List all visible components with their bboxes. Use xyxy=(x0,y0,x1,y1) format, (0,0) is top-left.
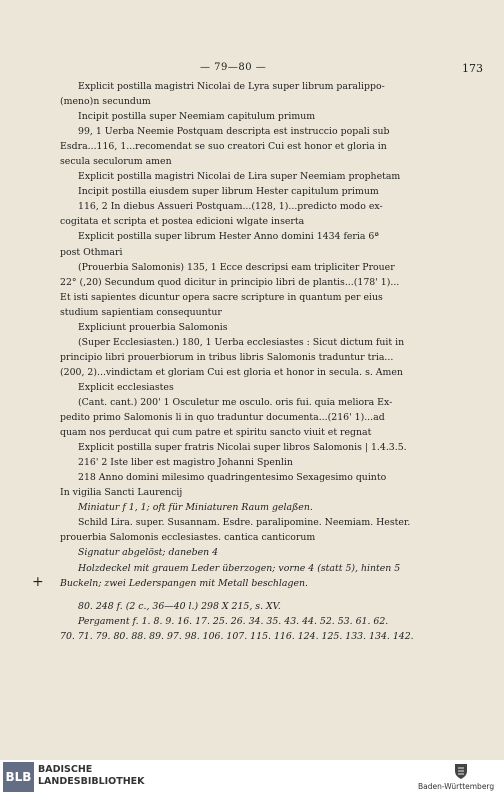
text-line: (Super Ecclesiasten.) 180, 1 Uerba ecclesiastes : Sicut dictum fuit in xyxy=(78,336,405,348)
text-line: In vigilia Sancti Laurencij xyxy=(60,487,183,499)
text-line: Explicit postilla super fratris Nicolai super libros Salomonis | 1.4.3.5. xyxy=(78,442,407,454)
library-logo: BLB xyxy=(3,762,34,792)
library-name-line1: BADISCHE xyxy=(38,764,93,775)
text-line: Incipit postilla eiusdem super librum Hester capitulum primum xyxy=(78,186,379,198)
text-line: Explicit postilla magistri Nicolai de Lira super Neemiam prophetam xyxy=(78,171,401,183)
text-line: Incipit postilla super Neemiam capitulum primum xyxy=(78,111,316,123)
text-line: quam nos perducat qui cum patre et spiritu sancto viuit et regnat xyxy=(60,427,372,439)
crest-icon xyxy=(452,762,470,780)
library-name xyxy=(38,764,145,788)
text-line: Expliciunt prouerbia Salomonis xyxy=(78,321,228,333)
text-line: Buckeln; zwei Lederspangen mit Metall beschlagen. xyxy=(60,577,308,589)
text-line: Explicit ecclesiastes xyxy=(78,381,174,393)
text-line: Holzdeckel mit grauem Leder überzogen; vorne 4 (statt 5), hinten 5 xyxy=(78,562,401,574)
page-range: — 79—80 — xyxy=(200,62,267,73)
text-line: post Othmari xyxy=(60,246,123,258)
text-line: 218 Anno domini milesimo quadringentesimo Sexagesimo quinto xyxy=(78,472,387,484)
entry-heading: 80. 248 f. (2 c., 36—40 l.) 298 X 215, s. XV. xyxy=(78,600,281,612)
text-line: 99, 1 Uerba Neemie Postquam descripta est instruccio popali sub xyxy=(78,126,390,138)
text-line: Schild Lira. super. Susannam. Esdre. paralipomine. Neemiam. Hester. xyxy=(78,517,411,529)
library-name-line2: LANDESBIBLIOTHEK xyxy=(38,776,145,787)
text-line: secula seculorum amen xyxy=(60,156,172,168)
text-line: Et isti sapientes dicuntur opera sacre scripture in quantum per eius xyxy=(60,291,383,303)
text-line: cogitata et scripta et postea edicioni wlgate inserta xyxy=(60,216,305,228)
text-line: (Prouerbia Salomonis) 135, 1 Ecce descripsi eam tripliciter Prouer xyxy=(78,261,395,273)
entry-marker: + xyxy=(32,574,44,590)
text-line: (Cant. cant.) 200' 1 Osculetur me osculo. oris fui. quia meliora Ex- xyxy=(78,396,393,408)
page-header xyxy=(0,62,504,78)
text-line: Explicit postilla magistri Nicolai de Lyra super librum paralippo- xyxy=(78,81,385,92)
text-line: 116, 2 In diebus Assueri Postquam...(128, 1)...predicto modo ex- xyxy=(78,201,383,213)
text-line: Miniatur f 1, 1; oft für Miniaturen Raum gelaßen. xyxy=(78,502,313,514)
text-line: prouerbia Salomonis ecclesiastes. cantica canticorum xyxy=(60,532,316,544)
text-line: principio libri prouerbiorum in tribus libris Salomonis traduntur tria... xyxy=(60,351,394,363)
entry-line: Pergament f. 1. 8. 9. 16. 17. 25. 26. 34. 35. 43. 44. 52. 53. 61. 62. xyxy=(78,615,389,627)
footer-bar xyxy=(0,760,504,795)
page-number: 173 xyxy=(462,62,483,75)
entry-line: 70. 71. 79. 80. 88. 89. 97. 98. 106. 107. 115. 116. 124. 125. 133. 134. 142. xyxy=(60,630,414,642)
text-line: Explicit postilla super librum Hester Anno domini 1434 feria 6ª xyxy=(78,231,379,243)
text-line: Signatur abgelöst; daneben 4 xyxy=(78,547,219,559)
text-line: pedito primo Salomonis li in quo traduntur documenta...(216' 1)...ad xyxy=(60,412,385,424)
region-name: Baden-Württemberg xyxy=(418,782,495,791)
catalog-text xyxy=(60,79,470,644)
text-line: 22° (,20) Secundum quod dicitur in principio libri de plantis...(178' 1)... xyxy=(60,276,400,288)
text-line: studium sapientiam consequuntur xyxy=(60,306,222,318)
text-line: 216' 2 Iste liber est magistro Johanni Spenlin xyxy=(78,457,293,469)
text-line: (200, 2)...vindictam et gloriam Cui est gloria et honor in secula. s. Amen xyxy=(60,366,403,378)
text-line: Esdra...116, 1...recomendat se suo creatori Cui est honor et gloria in xyxy=(60,141,387,153)
text-line: (meno)n secundum xyxy=(60,96,151,108)
